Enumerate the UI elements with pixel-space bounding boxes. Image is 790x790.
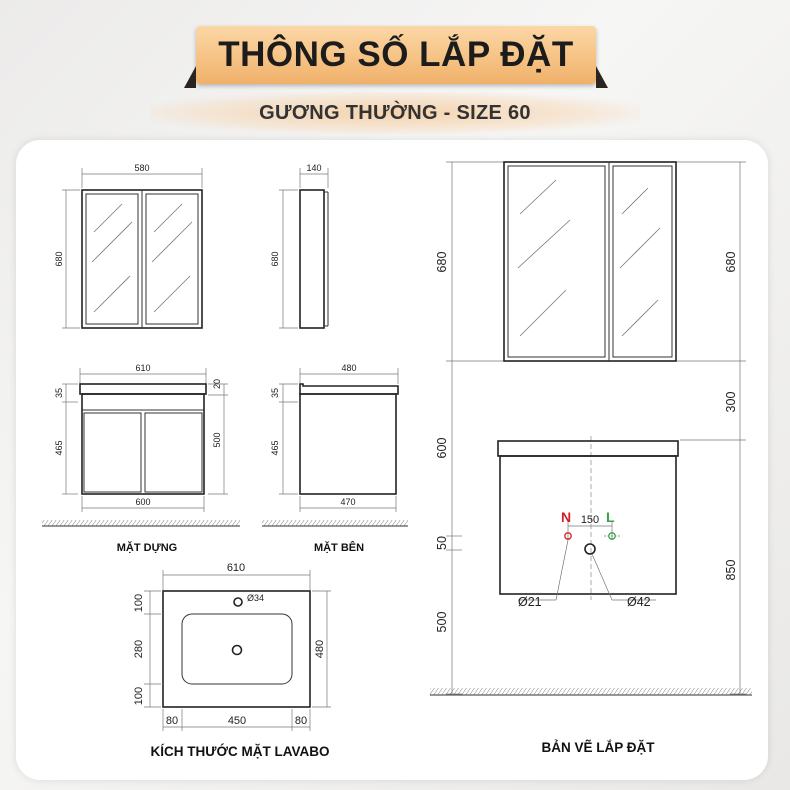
install-right-dim-1: 680 [724, 251, 738, 273]
cabinet-front-view [42, 363, 240, 554]
ribbon-left [184, 66, 196, 88]
mirror-width-label: 580 [134, 163, 150, 173]
pipe-right-diameter: Ø42 [627, 595, 651, 609]
install-left-dim-2: 600 [435, 437, 449, 459]
installation-view [430, 162, 752, 755]
basin-view-label: KÍCH THƯỚC MẶT LAVABO [150, 744, 330, 759]
basin-col-2-label: 450 [227, 715, 247, 727]
ribbon-right [596, 66, 608, 88]
title-banner [196, 26, 596, 84]
cabinet-top-height-label: 35 [54, 387, 64, 399]
mirror-height-label: 680 [54, 251, 64, 267]
page-subtitle: GƯƠNG THƯỜNG - SIZE 60 [259, 101, 531, 124]
cabinet-side-view [262, 363, 408, 554]
n-pipe-label: N [561, 509, 572, 525]
install-right-dim-2: 300 [724, 391, 738, 413]
pipe-left-diameter: Ø21 [518, 595, 542, 609]
pipe-spacing-label: 150 [580, 514, 600, 526]
basin-top-view [133, 562, 331, 759]
basin-row-1-label: 100 [133, 593, 145, 613]
install-left-dim-1: 680 [435, 251, 449, 273]
cabinet-total-height-label: 500 [212, 432, 222, 448]
page-title: THÔNG SỐ LẮP ĐẶT [218, 35, 574, 74]
mirror-side-view [270, 163, 328, 328]
side-view-label: MẶT BÊN [313, 542, 365, 554]
cabinet-bottom-width-label: 600 [135, 497, 151, 507]
l-pipe-label: L [606, 509, 615, 525]
install-left-dim-3: 50 [435, 536, 449, 550]
side-bottom-depth-label: 470 [340, 497, 356, 507]
install-view-label: BẢN VẼ LẮP ĐẶT [541, 740, 655, 755]
mirror-depth-label: 140 [306, 163, 322, 173]
side-top-height-label: 35 [270, 387, 280, 399]
mirror-side-height-label: 680 [270, 251, 280, 267]
front-view-label: MẶT DỰNG [116, 542, 178, 554]
cabinet-body-height-label: 465 [54, 440, 64, 456]
basin-depth-label: 480 [314, 639, 326, 659]
side-body-height-label: 465 [270, 440, 280, 456]
cabinet-lip-label: 20 [212, 378, 222, 390]
faucet-hole-label: Ø34 [247, 593, 265, 603]
basin-col-3-label: 80 [294, 715, 308, 727]
mirror-front-view [54, 163, 202, 328]
basin-row-2-label: 280 [133, 639, 145, 659]
basin-col-1-label: 80 [165, 715, 179, 727]
cabinet-top-width-label: 610 [135, 363, 151, 373]
side-top-depth-label: 480 [341, 363, 357, 373]
drain-hole [585, 544, 595, 554]
install-right-dim-3: 850 [724, 559, 738, 581]
basin-row-3-label: 100 [133, 686, 145, 706]
basin-width-label: 610 [226, 562, 246, 574]
install-left-dim-4: 500 [435, 611, 449, 633]
